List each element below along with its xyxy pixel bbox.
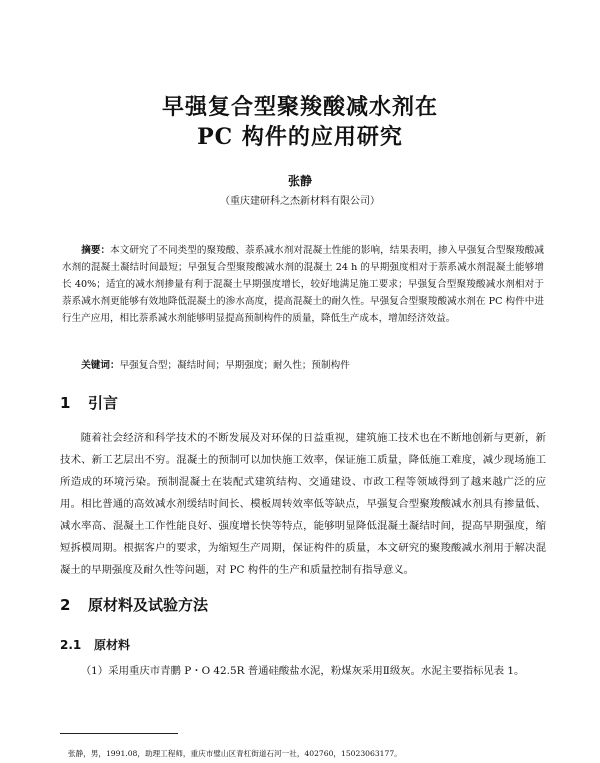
subsection-title: 原材料 bbox=[94, 638, 131, 652]
introduction-paragraph: 随着社会经济和科学技术的不断发展及对环保的日益重视，建筑施工技术也在不断地创新与更新，新技术、新工艺层出不穷。混凝土的预制可以加快施工效率，保证施工质量，降低施工难度，减少现场施工所造成的环境污染。预制混凝土在装配式建筑结构、交通建设、市政工程等领域得到了越来越广泛的应用。相比普通的高效减水剂缓结时间长、模板周转效率低等缺点，早强复合型聚羧酸减水剂具有掺量低、减水率高、混凝土工作性能良好、强度增长快等特点，能够明显降低混凝土凝结时间，提高早期强度，缩短拆模周期。根据客户的要求，为缩短生产周期，保证构件的质量，本文研究的聚羧酸减水剂用于解决混凝土的早期强度及耐久性等问题，对 PC 构件的生产和质量控制有指导意义。 bbox=[60, 432, 546, 576]
materials-paragraph: （1）采用重庆市青鹏 P・O 42.5R 普通硅酸盐水泥，粉煤灰采用Ⅱ级灰。水泥主要指标见表 1。 bbox=[80, 665, 525, 677]
section-title: 原材料及试验方法 bbox=[88, 596, 209, 614]
section-title: 引言 bbox=[88, 394, 119, 412]
paper-title-line-2: PC 构件的应用研究 bbox=[197, 124, 403, 150]
author-affiliation: （重庆建研科之杰新材料有限公司） bbox=[220, 196, 380, 207]
paper-title-line-1: 早强复合型聚羧酸减水剂在 bbox=[161, 94, 438, 120]
keywords-text: 早强复合型；凝结时间；早期强度；耐久性；预制构件 bbox=[119, 360, 350, 371]
paper-title bbox=[0, 92, 600, 152]
subsection-number: 2.1 bbox=[60, 638, 82, 652]
abstract-label: 摘要： bbox=[81, 245, 111, 256]
author-footnote: 张静，男，1991.08，助理工程师，重庆市璧山区青杠街道石河一社，402760，15023063177。 bbox=[68, 749, 402, 758]
footnote-divider bbox=[60, 733, 178, 734]
section-number: 1 bbox=[60, 394, 71, 412]
abstract bbox=[62, 242, 544, 327]
keywords bbox=[62, 357, 544, 374]
subsection-heading-materials bbox=[60, 636, 130, 653]
abstract-text: 本文研究了不同类型的聚羧酸、萘系减水剂对混凝土性能的影响，结果表明，掺入早强复合型聚羧酸减水剂的混凝土凝结时间最短；早强复合型聚羧酸减水剂的混凝土 24 h 的早期强度相对于萘系减水剂混凝土能够增长 40%；适宜的减水剂掺量有利于混凝土早期强度增长，较好地满足施工要求；早强复合型聚羧酸减水剂相对于萘系减水剂更能够有效地降低混凝土的渗水高度，提高混凝土的耐久性。早强复合型聚羧酸减水剂在 PC 构件中进行生产应用，相比萘系减水剂能够明显提高预制构件的质量，降低生产成本，增加经济效益。 bbox=[62, 245, 545, 324]
section-heading-materials-methods bbox=[60, 594, 208, 615]
section-heading-introduction bbox=[60, 392, 118, 413]
section-number: 2 bbox=[60, 596, 71, 614]
author-name: 张静 bbox=[287, 174, 312, 188]
keywords-label: 关键词： bbox=[81, 360, 120, 371]
